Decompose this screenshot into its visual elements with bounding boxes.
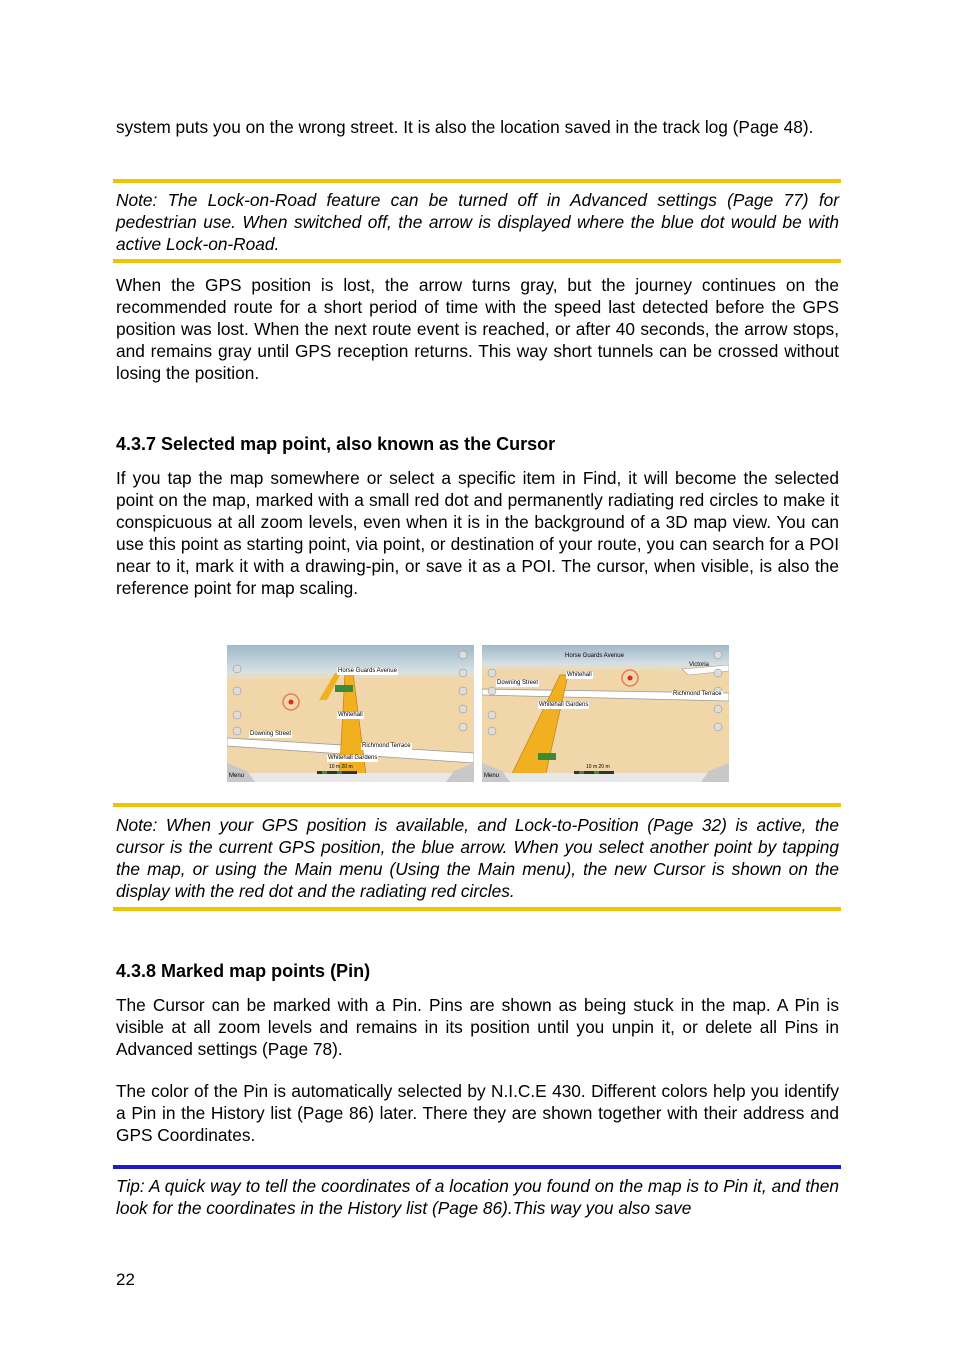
- street-label: Whitehall: [567, 672, 592, 678]
- map-screenshot-right: [482, 645, 729, 782]
- heading-4-3-8: 4.3.8 Marked map points (Pin): [116, 961, 371, 981]
- street-label: Downing Street: [250, 731, 292, 737]
- street-label: Richmond Terrace: [362, 743, 411, 749]
- scale-label: 10 m 20 m: [586, 764, 610, 770]
- tip-coordinates: Tip: A quick way to tell the coordinates of a location you found on the map is to Pin it, and then look for the coordinates in the History list (Page 86).This way you also save: [116, 1176, 839, 1218]
- note-top-rule: [113, 803, 841, 807]
- note-bottom-rule: [113, 907, 841, 911]
- street-label: Whitehall Gardens: [539, 702, 589, 708]
- note-bottom-rule: [113, 259, 841, 263]
- tip-top-rule: [113, 1165, 841, 1169]
- street-label: Victoria: [689, 662, 709, 668]
- menu-label: Menu: [229, 773, 245, 779]
- map-screenshot-left: [227, 645, 474, 782]
- paragraph-pin-color: The color of the Pin is automatically selected by N.I.C.E 430. Different colors help you identify a Pin in the History list (Page 86) later. There they are shown together with their address and GPS Coordinates.: [116, 1081, 839, 1145]
- paragraph-gps-lost: When the GPS position is lost, the arrow turns gray, but the journey continues on the recommended route for a short period of time with the speed last detected before the GPS position was lost. When the next route event is reached, or after 40 seconds, the arrow stops, and remains gray until GPS reception returns. This way short tunnels can be crossed without losing the position.: [116, 275, 839, 383]
- menu-label: Menu: [484, 773, 500, 779]
- paragraph-cursor: If you tap the map somewhere or select a specific item in Find, it will become the selected point on the map, marked with a small red dot and permanently radiating red circles to make it conspicuous at all zoom levels, even when it is in the background of a 3D map view. You can use this point as starting point, via point, or destination of your route, you can search for a POI near to it, mark it with a drawing-pin, or save it as a POI. The cursor, when visible, is also the reference point for map scaling.: [116, 468, 839, 598]
- scale-label: 10 m 20 m: [329, 764, 353, 770]
- note-lock-on-road: Note: The Lock-on-Road feature can be turned off in Advanced settings (Page 77) for pedestrian use. When switched off, the arrow is displayed where the blue dot would be with active Lock-on-Road.: [116, 190, 839, 254]
- street-label: Horse Guards Avenue: [565, 653, 624, 659]
- street-label: Richmond Terrace: [673, 691, 722, 697]
- street-label: Whitehall: [338, 712, 363, 718]
- paragraph-pin: The Cursor can be marked with a Pin. Pins are shown as being stuck in the map. A Pin is visible at all zoom levels and remains in its position until you unpin it, or delete all Pins in Advanced settings (Page 78).: [116, 995, 839, 1059]
- note-top-rule: [113, 179, 841, 183]
- street-label: Whitehall Gardens: [328, 755, 378, 761]
- street-label: Horse Guards Avenue: [338, 668, 397, 674]
- heading-4-3-7: 4.3.7 Selected map point, also known as the Cursor: [116, 434, 556, 454]
- street-label: Downing Street: [497, 680, 539, 686]
- paragraph-track-log: system puts you on the wrong street. It is also the location saved in the track log (Page 48).: [116, 117, 814, 137]
- note-lock-to-position: Note: When your GPS position is available, and Lock-to-Position (Page 32) is active, the cursor is the current GPS position, the blue arrow. When you select another point by tapping the map, or using the Main menu (Using the Main menu), the new Cursor is shown on the display with the red dot and the radiating red circles.: [116, 815, 839, 901]
- page-number: 22: [116, 1270, 135, 1289]
